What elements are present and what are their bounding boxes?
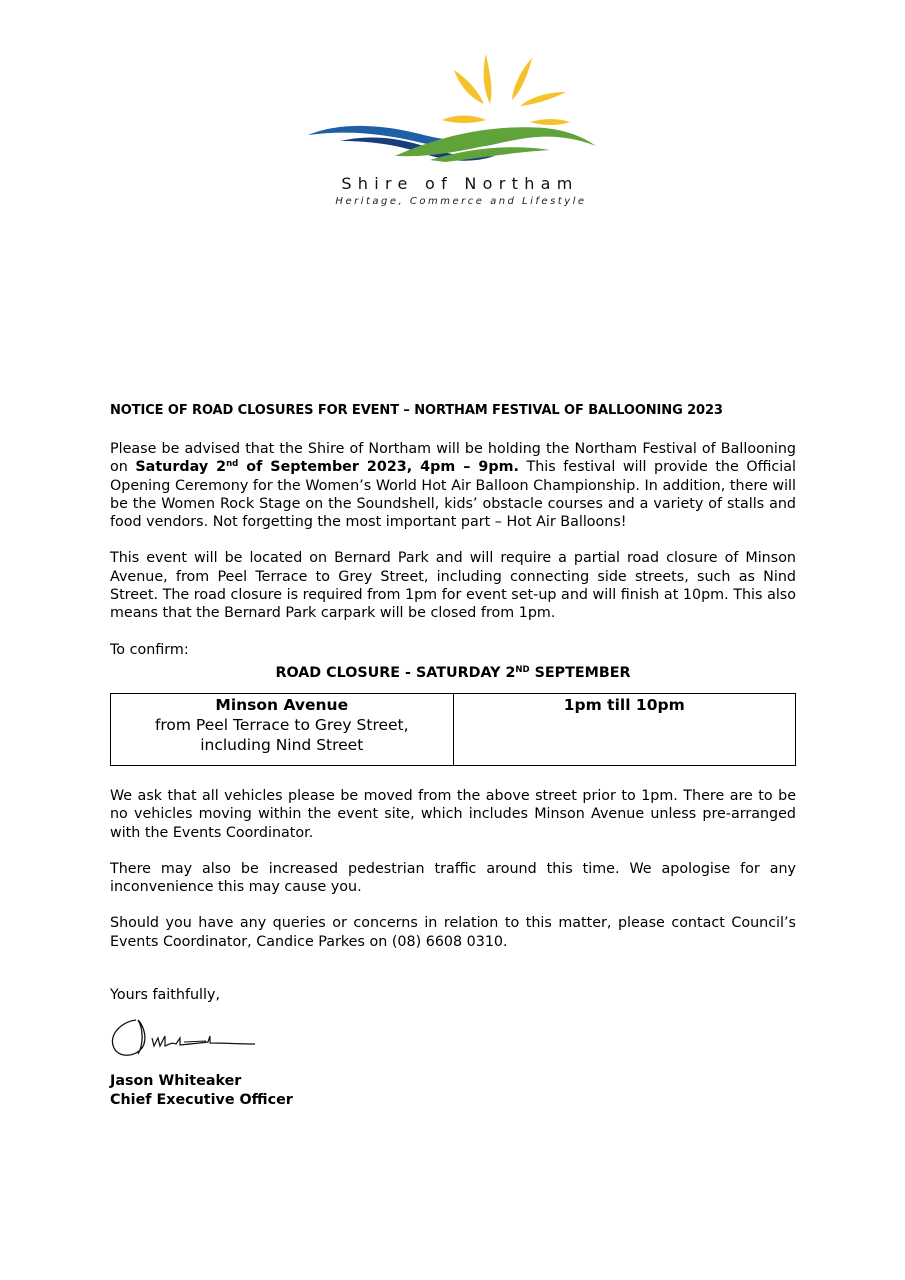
closure-detail-1: from Peel Terrace to Grey Street,: [154, 715, 409, 734]
closure-detail-2: including Nind Street: [200, 735, 364, 754]
p1-date-sup: nd: [226, 459, 239, 470]
green-waves: [395, 127, 596, 162]
paragraph-to-confirm: To confirm:: [110, 641, 189, 658]
signatory-name: Jason Whiteaker: [110, 1073, 242, 1090]
closure-time: 1pm till 10pm: [563, 695, 685, 714]
closure-heading: [110, 661, 796, 685]
paragraph-contact: Should you have any queries or concerns in relation to this matter, please contact Council’s Events Coordinator, Candice Parkes on (08) 6608 0310.: [110, 915, 796, 950]
paragraph-location: This event will be located on Bernard Park and will require a partial road closure of Minson Avenue, from Peel Terrace to Grey Street, including connecting side streets, such as Nind Street. The road closure is required from 1pm for event set-up and will finish at 10pm. This also means that the Bernard Park carpark will be closed from 1pm.: [110, 550, 796, 622]
notice-title: NOTICE OF ROAD CLOSURES FOR EVENT – NORTHAM FESTIVAL OF BALLOONING 2023: [110, 403, 723, 418]
p1-date-a: Saturday 2: [135, 459, 227, 476]
paragraph-pedestrians: There may also be increased pedestrian traffic around this time. We apologise for any inconvenience this may cause you.: [110, 860, 796, 896]
closure-heading-sup: ND: [515, 664, 530, 675]
notice-body: [110, 402, 796, 1109]
org-tagline: Heritage, Commerce and Lifestyle: [335, 196, 587, 207]
closing-salutation: Yours faithfully,: [110, 987, 220, 1004]
closure-street: Minson Avenue: [215, 695, 349, 714]
signatory-title: Chief Executive Officer: [110, 1091, 293, 1108]
p1-text-a: Please be advised that the Shire of Northam will be holding the Northam Festival of Ballooning on: [110, 441, 796, 476]
org-name: Shire of Northam: [341, 174, 579, 193]
shire-logo: [300, 48, 600, 213]
paragraph-event-details: [110, 440, 796, 531]
p1-date-b: of September 2023, 4pm – 9pm.: [238, 459, 519, 476]
table-row: [111, 693, 796, 765]
closure-street-cell: [111, 693, 454, 765]
handwritten-signature: [110, 1014, 260, 1062]
p1-date-time: [135, 459, 519, 475]
closure-time-cell: [453, 693, 796, 765]
p1-text-c: This festival will provide the Official Opening Ceremony for the Women’s World Hot Air Balloon Championship. In addition, there will be the Women Rock Stage on the Soundshell, kids’ obstacle courses and a variety of stalls and food vendors. Not forgetting the most important part – Hot Air Balloons!: [110, 459, 796, 531]
paragraph-vehicles: We ask that all vehicles please be moved from the above street prior to 1pm. There are to be no vehicles moving within the event site, which includes Minson Avenue unless pre-arranged with the Events Coordinator.: [110, 787, 796, 841]
signature: [110, 1014, 796, 1064]
sun-rays: [442, 54, 570, 125]
closure-heading-a: ROAD CLOSURE - SATURDAY 2: [275, 664, 516, 681]
closure-heading-b: SEPTEMBER: [529, 664, 631, 681]
closure-table: [110, 693, 796, 766]
sun-waves-logo-graphic: [300, 48, 600, 168]
